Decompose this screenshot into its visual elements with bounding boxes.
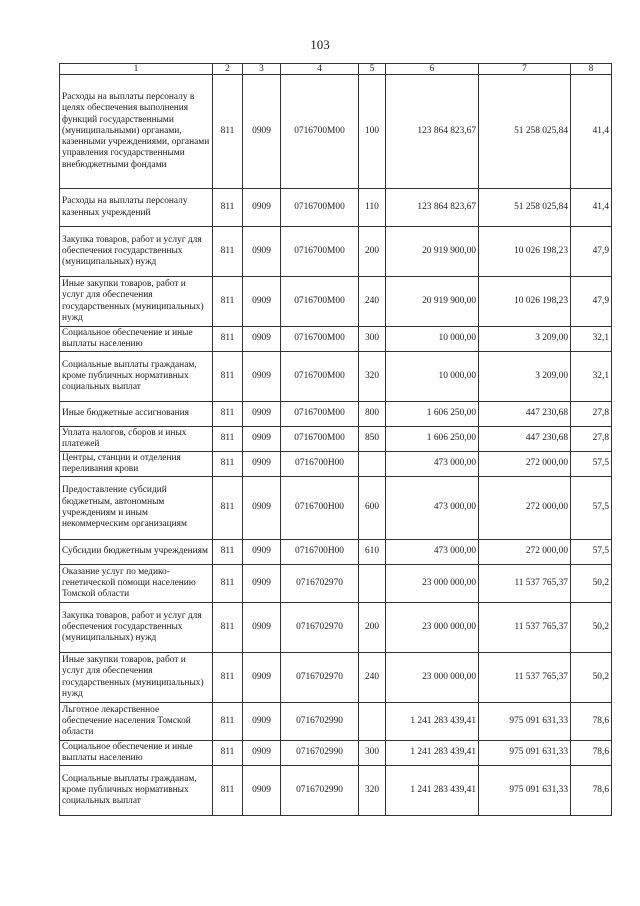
execution-percent: 27,8 <box>571 402 612 427</box>
ministry-code: 811 <box>213 427 243 452</box>
executed-amount: 447 230,68 <box>479 427 571 452</box>
row-description: Социальные выплаты гражданам, кроме публичных нормативных социальных выплат <box>60 352 213 402</box>
target-article-code: 0716700Н00 <box>281 477 359 540</box>
row-description: Социальное обеспечение и иные выплаты населению <box>60 741 213 766</box>
planned-amount: 23 000 000,00 <box>386 565 479 603</box>
planned-amount: 473 000,00 <box>386 540 479 565</box>
executed-amount: 272 000,00 <box>479 477 571 540</box>
expense-type-code: 240 <box>359 277 386 327</box>
ministry-code: 811 <box>213 565 243 603</box>
budget-table <box>59 63 612 816</box>
table-row <box>60 327 612 352</box>
section-code: 0909 <box>243 452 281 477</box>
table-row <box>60 741 612 766</box>
table-row <box>60 227 612 277</box>
target-article-code: 0716702990 <box>281 703 359 741</box>
planned-amount: 1 241 283 439,41 <box>386 703 479 741</box>
executed-amount: 51 258 025,84 <box>479 189 571 227</box>
table-row <box>60 427 612 452</box>
column-header: 5 <box>359 64 386 75</box>
ministry-code: 811 <box>213 477 243 540</box>
table-row <box>60 603 612 653</box>
execution-percent: 78,6 <box>571 741 612 766</box>
ministry-code: 811 <box>213 766 243 816</box>
executed-amount: 10 026 198,23 <box>479 227 571 277</box>
execution-percent: 27,8 <box>571 427 612 452</box>
execution-percent: 50,2 <box>571 653 612 703</box>
execution-percent: 41,4 <box>571 189 612 227</box>
page-number: 103 <box>310 37 330 52</box>
ministry-code: 811 <box>213 741 243 766</box>
target-article-code: 0716702990 <box>281 741 359 766</box>
table-row <box>60 477 612 540</box>
execution-percent: 57,5 <box>571 452 612 477</box>
ministry-code: 811 <box>213 327 243 352</box>
ministry-code: 811 <box>213 540 243 565</box>
execution-percent: 78,6 <box>571 766 612 816</box>
target-article-code: 0716700М00 <box>281 427 359 452</box>
executed-amount: 11 537 765,37 <box>479 603 571 653</box>
target-article-code: 0716700Н00 <box>281 452 359 477</box>
ministry-code: 811 <box>213 603 243 653</box>
table-row <box>60 766 612 816</box>
execution-percent: 47,9 <box>571 227 612 277</box>
executed-amount: 51 258 025,84 <box>479 75 571 189</box>
expense-type-code: 320 <box>359 352 386 402</box>
section-code: 0909 <box>243 653 281 703</box>
table-row <box>60 452 612 477</box>
planned-amount: 1 241 283 439,41 <box>386 766 479 816</box>
expense-type-code: 300 <box>359 741 386 766</box>
planned-amount: 20 919 900,00 <box>386 277 479 327</box>
expense-type-code <box>359 452 386 477</box>
planned-amount: 10 000,00 <box>386 352 479 402</box>
target-article-code: 0716700М00 <box>281 277 359 327</box>
expense-type-code: 100 <box>359 75 386 189</box>
ministry-code: 811 <box>213 402 243 427</box>
section-code: 0909 <box>243 402 281 427</box>
section-code: 0909 <box>243 227 281 277</box>
execution-percent: 32,1 <box>571 327 612 352</box>
target-article-code: 0716700М00 <box>281 227 359 277</box>
ministry-code: 811 <box>213 452 243 477</box>
table-row <box>60 352 612 402</box>
column-header: 8 <box>571 64 612 75</box>
row-description: Уплата налогов, сборов и иных платежей <box>60 427 213 452</box>
planned-amount: 123 864 823,67 <box>386 75 479 189</box>
executed-amount: 11 537 765,37 <box>479 565 571 603</box>
target-article-code: 0716702990 <box>281 766 359 816</box>
expense-type-code: 300 <box>359 327 386 352</box>
ministry-code: 811 <box>213 189 243 227</box>
executed-amount: 975 091 631,33 <box>479 703 571 741</box>
ministry-code: 811 <box>213 352 243 402</box>
ministry-code: 811 <box>213 653 243 703</box>
table-row <box>60 189 612 227</box>
table-row <box>60 703 612 741</box>
section-code: 0909 <box>243 766 281 816</box>
planned-amount: 23 000 000,00 <box>386 653 479 703</box>
expense-type-code <box>359 565 386 603</box>
expense-type-code: 850 <box>359 427 386 452</box>
planned-amount: 123 864 823,67 <box>386 189 479 227</box>
section-code: 0909 <box>243 427 281 452</box>
column-header: 1 <box>60 64 213 75</box>
row-description: Расходы на выплаты персоналу в целях обеспечения выполнения функций государственными (муниципальными) органами, казенными учреждениями, органами управления государственными внебюджетными фондами <box>60 75 213 189</box>
ministry-code: 811 <box>213 277 243 327</box>
row-description: Расходы на выплаты персоналу казенных учреждений <box>60 189 213 227</box>
expense-type-code: 110 <box>359 189 386 227</box>
planned-amount: 10 000,00 <box>386 327 479 352</box>
execution-percent: 41,4 <box>571 75 612 189</box>
section-code: 0909 <box>243 75 281 189</box>
section-code: 0909 <box>243 327 281 352</box>
row-description: Предоставление субсидий бюджетным, автономным учреждениям и иным некоммерческим организациям <box>60 477 213 540</box>
table-row <box>60 75 612 189</box>
table-row <box>60 565 612 603</box>
target-article-code: 0716700М00 <box>281 189 359 227</box>
section-code: 0909 <box>243 703 281 741</box>
expense-type-code: 610 <box>359 540 386 565</box>
execution-percent: 78,6 <box>571 703 612 741</box>
ministry-code: 811 <box>213 703 243 741</box>
executed-amount: 11 537 765,37 <box>479 653 571 703</box>
row-description: Иные бюджетные ассигнования <box>60 402 213 427</box>
expense-type-code: 200 <box>359 603 386 653</box>
execution-percent: 57,5 <box>571 477 612 540</box>
row-description: Иные закупки товаров, работ и услуг для обеспечения государственных (муниципальных) нужд <box>60 653 213 703</box>
planned-amount: 23 000 000,00 <box>386 603 479 653</box>
row-description: Центры, станции и отделения переливания крови <box>60 452 213 477</box>
row-description: Льготное лекарственное обеспечение населения Томской области <box>60 703 213 741</box>
planned-amount: 473 000,00 <box>386 452 479 477</box>
planned-amount: 1 241 283 439,41 <box>386 741 479 766</box>
column-header: 2 <box>213 64 243 75</box>
row-description: Социальное обеспечение и иные выплаты населению <box>60 327 213 352</box>
expense-type-code: 320 <box>359 766 386 816</box>
target-article-code: 0716702970 <box>281 565 359 603</box>
executed-amount: 3 209,00 <box>479 327 571 352</box>
target-article-code: 0716702970 <box>281 653 359 703</box>
target-article-code: 0716700М00 <box>281 327 359 352</box>
row-description: Субсидии бюджетным учреждениям <box>60 540 213 565</box>
planned-amount: 1 606 250,00 <box>386 402 479 427</box>
target-article-code: 0716700Н00 <box>281 540 359 565</box>
executed-amount: 272 000,00 <box>479 452 571 477</box>
executed-amount: 447 230,68 <box>479 402 571 427</box>
execution-percent: 57,5 <box>571 540 612 565</box>
row-description: Оказание услуг по медико-генетической помощи населению Томской области <box>60 565 213 603</box>
table-row <box>60 540 612 565</box>
executed-amount: 10 026 198,23 <box>479 277 571 327</box>
expense-type-code: 600 <box>359 477 386 540</box>
table-row <box>60 402 612 427</box>
expense-type-code <box>359 703 386 741</box>
column-header: 4 <box>281 64 359 75</box>
table-row <box>60 277 612 327</box>
section-code: 0909 <box>243 277 281 327</box>
planned-amount: 20 919 900,00 <box>386 227 479 277</box>
row-description: Иные закупки товаров, работ и услуг для обеспечения государственных (муниципальных) нужд <box>60 277 213 327</box>
section-code: 0909 <box>243 741 281 766</box>
expense-type-code: 240 <box>359 653 386 703</box>
executed-amount: 975 091 631,33 <box>479 766 571 816</box>
target-article-code: 0716700М00 <box>281 402 359 427</box>
execution-percent: 50,2 <box>571 603 612 653</box>
column-header: 6 <box>386 64 479 75</box>
row-description: Закупка товаров, работ и услуг для обеспечения государственных (муниципальных) нужд <box>60 227 213 277</box>
executed-amount: 3 209,00 <box>479 352 571 402</box>
expense-type-code: 200 <box>359 227 386 277</box>
section-code: 0909 <box>243 352 281 402</box>
section-code: 0909 <box>243 603 281 653</box>
section-code: 0909 <box>243 189 281 227</box>
planned-amount: 1 606 250,00 <box>386 427 479 452</box>
execution-percent: 50,2 <box>571 565 612 603</box>
ministry-code: 811 <box>213 227 243 277</box>
table-row <box>60 653 612 703</box>
row-description: Социальные выплаты гражданам, кроме публичных нормативных социальных выплат <box>60 766 213 816</box>
execution-percent: 32,1 <box>571 352 612 402</box>
section-code: 0909 <box>243 477 281 540</box>
target-article-code: 0716702970 <box>281 603 359 653</box>
section-code: 0909 <box>243 540 281 565</box>
expense-type-code: 800 <box>359 402 386 427</box>
section-code: 0909 <box>243 565 281 603</box>
target-article-code: 0716700М00 <box>281 75 359 189</box>
execution-percent: 47,9 <box>571 277 612 327</box>
table-header-row <box>60 64 612 75</box>
row-description: Закупка товаров, работ и услуг для обеспечения государственных (муниципальных) нужд <box>60 603 213 653</box>
executed-amount: 975 091 631,33 <box>479 741 571 766</box>
planned-amount: 473 000,00 <box>386 477 479 540</box>
column-header: 7 <box>479 64 571 75</box>
executed-amount: 272 000,00 <box>479 540 571 565</box>
target-article-code: 0716700М00 <box>281 352 359 402</box>
column-header: 3 <box>243 64 281 75</box>
ministry-code: 811 <box>213 75 243 189</box>
